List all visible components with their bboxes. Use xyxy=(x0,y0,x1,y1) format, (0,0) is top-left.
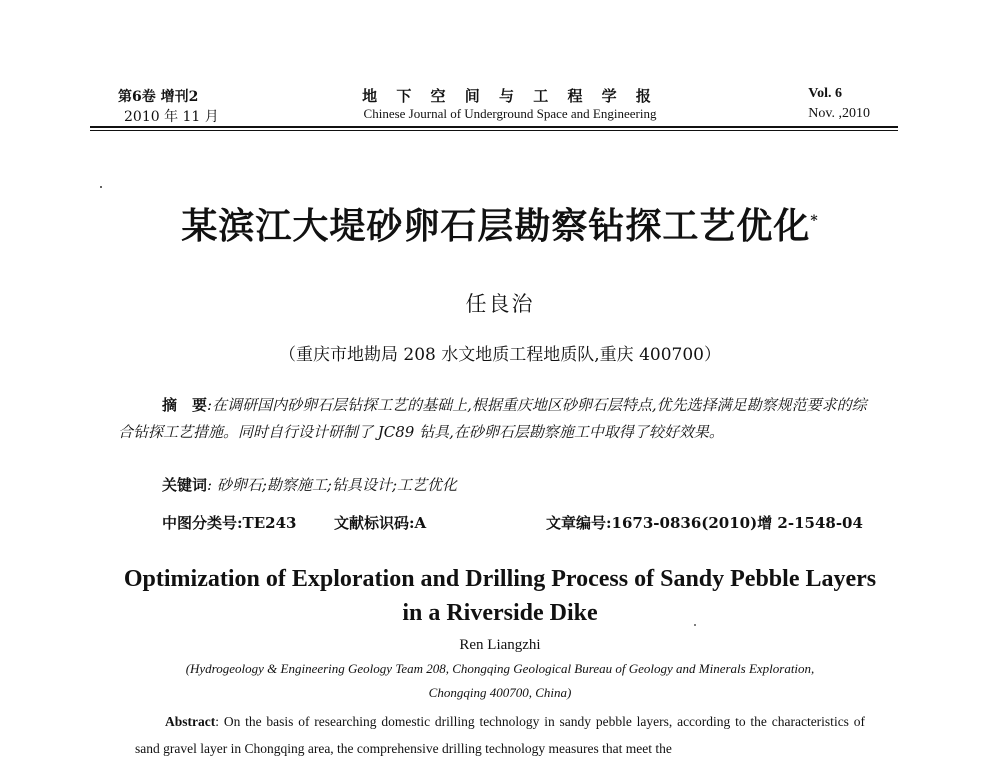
article-title-en-line2: in a Riverside Dike xyxy=(402,600,598,626)
abstract-en-label: Abstract xyxy=(165,714,216,729)
abstract-cn xyxy=(118,392,878,446)
author-en: Ren Liangzhi xyxy=(459,637,541,653)
journal-volume-issue: 第6卷 增刊2 xyxy=(118,89,199,105)
scan-speck xyxy=(100,186,102,188)
affiliation-en-line2: Chongqing 400700, China) xyxy=(428,685,572,700)
journal-name-en: Chinese Journal of Underground Space and Engineering xyxy=(363,106,657,121)
author-cn: 任良治 xyxy=(465,292,535,316)
affiliation-en-line1: (Hydrogeology & Engineering Geology Team 208, Chongqing Geological Bureau of Geology and Minerals Exploration, xyxy=(185,661,815,676)
abstract-en xyxy=(135,708,865,762)
affiliation-cn: （重庆市地勘局 208 水文地质工程地质队,重庆 400700） xyxy=(279,345,721,365)
title-text: 某滨江大堤砂卵石层勘察钻探工艺优化 xyxy=(181,205,811,247)
article-title-en-line1: Optimization of Exploration and Drilling Process of Sandy Pebble Layers xyxy=(123,566,877,592)
classification-code: 中图分类号:TE243 xyxy=(162,514,297,532)
abstract-en-text: : On the basis of researching domestic drilling technology in sandy pebble layers, according to the characteristics of sand gravel layer in Chongqing area, the comprehensive drilling technology measures that meet the xyxy=(135,714,865,756)
title-footnote-mark: * xyxy=(810,213,819,229)
journal-date-en: Nov. ,2010 xyxy=(808,106,870,121)
keywords-cn-label: 关键词 xyxy=(162,476,208,494)
journal-date-cn: 2010 年 11 月 xyxy=(124,109,219,125)
journal-name-cn: 地 下 空 间 与 工 程 学 报 xyxy=(362,87,658,105)
header-rule xyxy=(90,126,898,128)
article-number: 文章编号:1673-0836(2010)增 2-1548-04 xyxy=(546,514,863,532)
article-title-cn xyxy=(0,198,1000,249)
keywords-cn-text: : 砂卵石;勘察施工;钻具设计;工艺优化 xyxy=(207,476,458,494)
keywords-cn xyxy=(162,474,457,495)
abstract-cn-label: 摘 要 xyxy=(162,396,208,414)
abstract-cn-text: :在调研国内砂卵石层钻探工艺的基础上,根据重庆地区砂卵石层特点,优先选择满足勘察规范要求的综合钻探工艺措施。同时自行设计研制了 JC89 钻具,在砂卵石层勘察施工中取得了较好效果。 xyxy=(118,396,867,441)
document-code: 文献标识码:A xyxy=(334,514,427,532)
journal-volume-en: Vol. 6 xyxy=(808,86,842,101)
header-rule-thin xyxy=(90,130,898,131)
